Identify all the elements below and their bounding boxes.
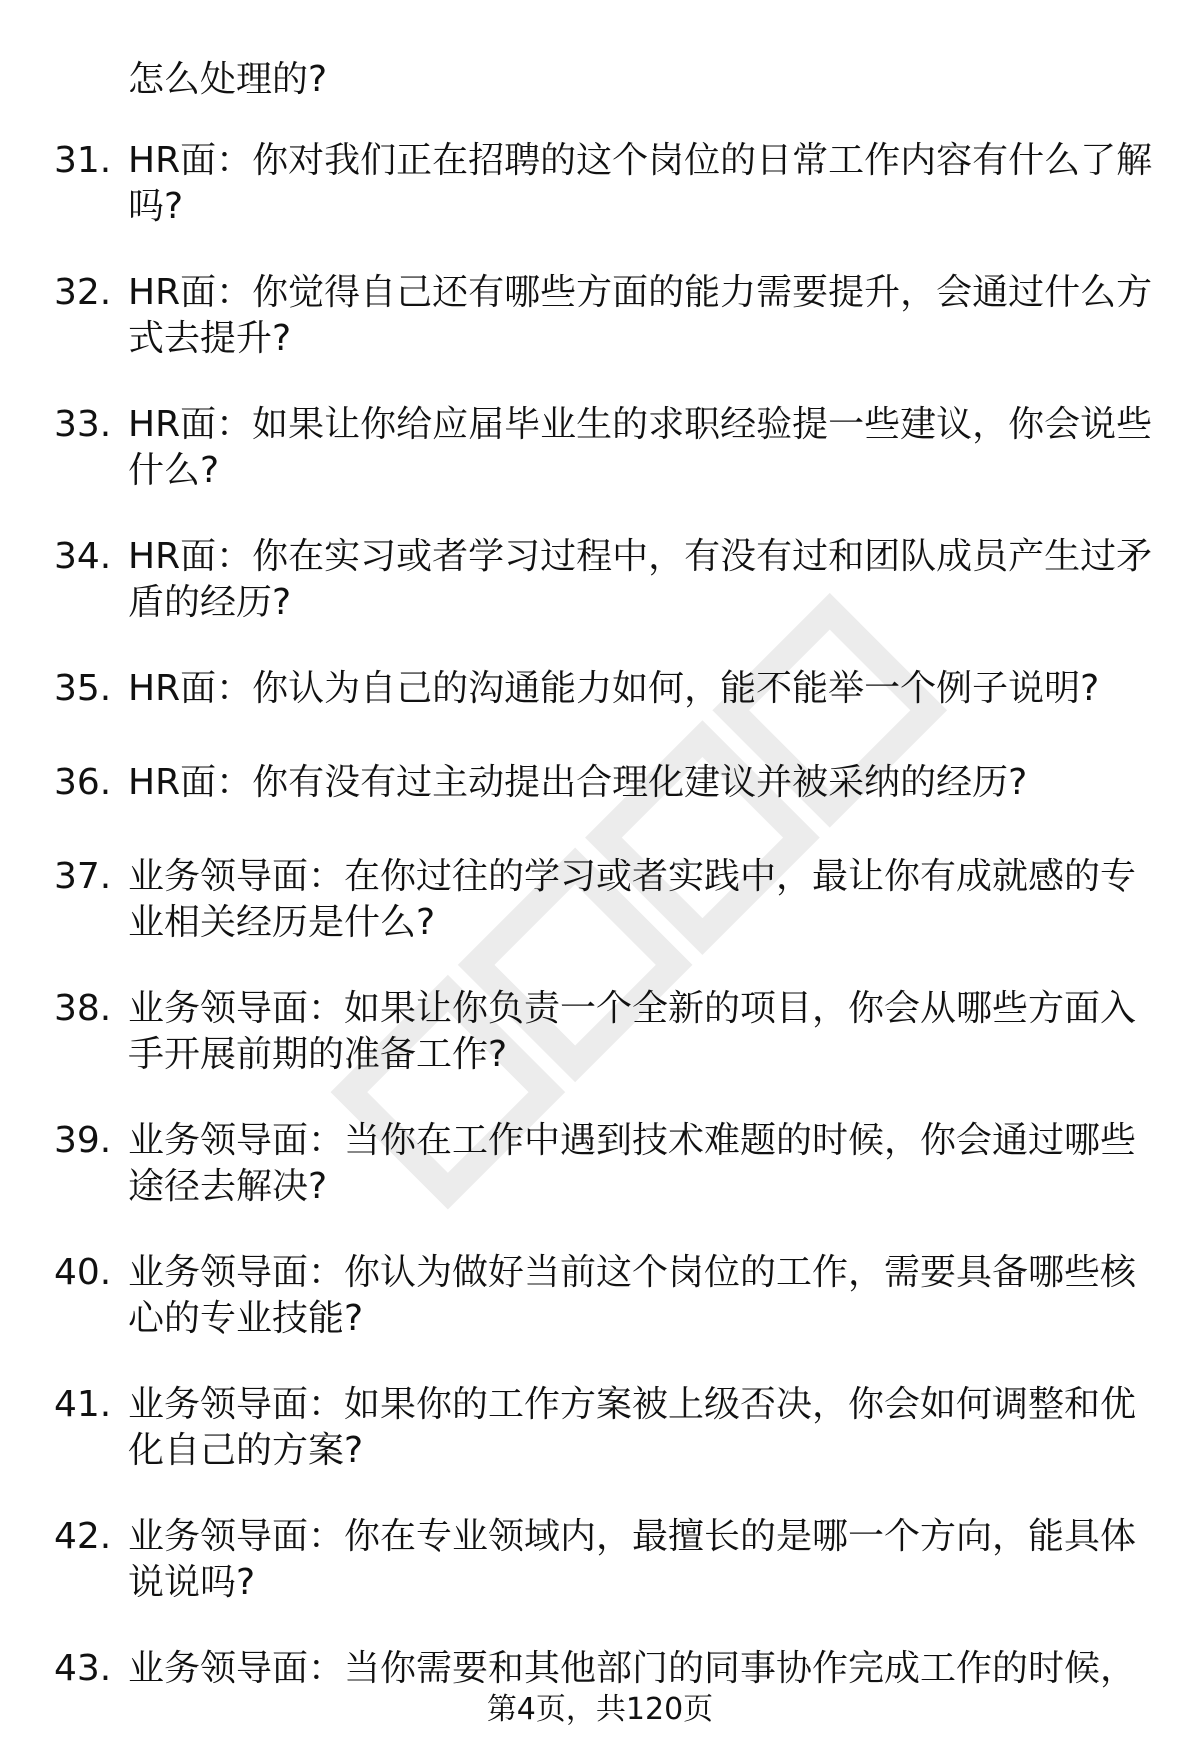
list-item [0, 1382, 1200, 1474]
page-number-footer: 第4页，共120页 [486, 1692, 714, 1727]
list-item [0, 1514, 1200, 1606]
item-text: HR面：如果让你给应届毕业生的求职经验提一些建议，你会说些什么? [128, 404, 1153, 491]
item-number: 42. [54, 1516, 112, 1557]
list-item [0, 138, 1200, 230]
item-text: HR面：你觉得自己还有哪些方面的能力需要提升，会通过什么方式去提升? [128, 272, 1153, 359]
item-text: 业务领导面：当你需要和其他部门的同事协作完成工作的时候， [128, 1648, 1137, 1689]
list-item [0, 402, 1200, 494]
item-text: HR面：你对我们正在招聘的这个岗位的日常工作内容有什么了解吗? [128, 140, 1153, 227]
list-item [0, 760, 1200, 806]
list-item [0, 1250, 1200, 1342]
item-number: 37. [54, 856, 112, 897]
item-number: 43. [54, 1648, 112, 1689]
item-text: 业务领导面：你认为做好当前这个岗位的工作，需要具备哪些核心的专业技能? [128, 1252, 1137, 1339]
item-number: 33. [54, 404, 112, 445]
item-number: 41. [54, 1384, 112, 1425]
item-number: 35. [54, 668, 112, 709]
item-text: 业务领导面：在你过往的学习或者实践中，最让你有成就感的专业相关经历是什么? [128, 856, 1137, 943]
item-number: 32. [54, 272, 112, 313]
list-item [0, 534, 1200, 626]
item-text: HR面：你在实习或者学习过程中，有没有过和团队成员产生过矛盾的经历? [128, 536, 1153, 623]
item-text: 业务领导面：当你在工作中遇到技术难题的时候，你会通过哪些途径去解决? [128, 1120, 1137, 1207]
item-text: 业务领导面：如果让你负责一个全新的项目，你会从哪些方面入手开展前期的准备工作? [128, 988, 1137, 1075]
list-item [0, 666, 1200, 712]
item-number: 31. [54, 140, 112, 181]
item-number: 34. [54, 536, 112, 577]
question-list [0, 138, 1200, 1740]
list-item [0, 986, 1200, 1078]
item-text: HR面：你认为自己的沟通能力如何，能不能举一个例子说明? [128, 668, 1100, 709]
item-text: 业务领导面：如果你的工作方案被上级否决，你会如何调整和优化自己的方案? [128, 1384, 1137, 1471]
item-number: 36. [54, 762, 112, 803]
list-item [0, 1118, 1200, 1210]
item-text: HR面：你有没有过主动提出合理化建议并被采纳的经历? [128, 762, 1028, 803]
item-number: 38. [54, 988, 112, 1029]
item-number: 39. [54, 1120, 112, 1161]
item-text: 业务领导面：你在专业领域内，最擅长的是哪一个方向，能具体说说吗? [128, 1516, 1137, 1603]
list-item [0, 854, 1200, 946]
list-item [0, 1646, 1200, 1692]
item-number: 40. [54, 1252, 112, 1293]
continuation-text: 怎么处理的? [128, 59, 328, 100]
list-item [0, 270, 1200, 362]
